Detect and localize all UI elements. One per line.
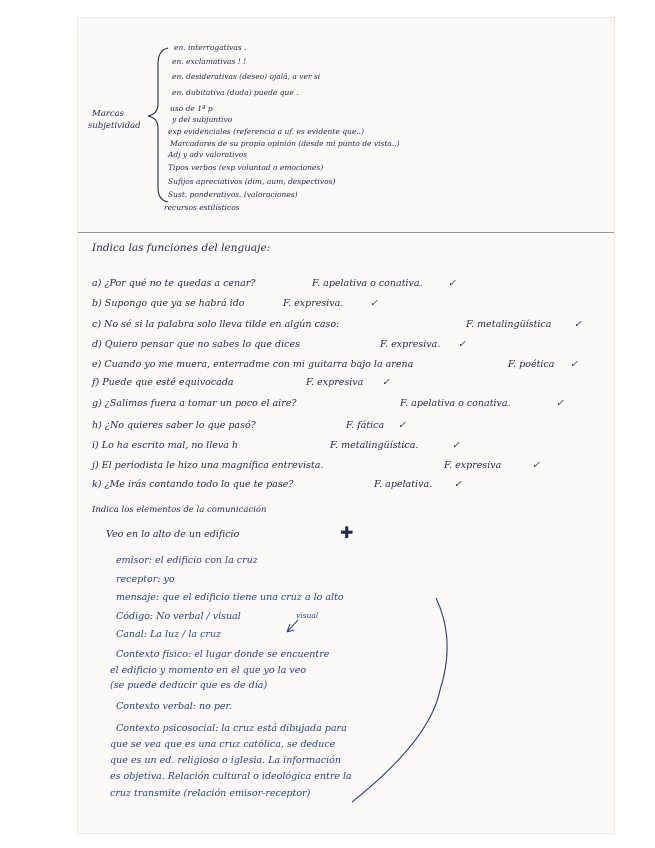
context-fisico-line: Contexto físico: el lugar donde se encuentre bbox=[116, 649, 330, 660]
subjectivity-item: en. exclamativas ! ! bbox=[172, 57, 247, 66]
context-psicosocial-line: cruz transmite (relación emisor-receptor) bbox=[110, 788, 311, 799]
exercise1-sentence: e) Cuando yo me muera, enterradme con mi guitarra bajo la arena bbox=[92, 359, 414, 370]
exercise1-sentence: g) ¿Salimos fuera a tomar un poco el aire? bbox=[92, 398, 297, 409]
check-mark-icon: ✓ bbox=[382, 377, 390, 388]
subjectivity-label-line1: Marcas bbox=[92, 109, 125, 119]
element-codigo: Código: No verbal / visual bbox=[116, 611, 241, 622]
context-fisico-line: (se puede deducir que es de día) bbox=[110, 680, 268, 691]
element-canal: Canal: La luz / la cruz bbox=[116, 629, 222, 640]
exercise1-sentence: k) ¿Me irás contando todo lo que te pase? bbox=[92, 479, 294, 490]
subjectivity-item: Marcadores de su propia opinión (desde mi punto de vista..) bbox=[170, 139, 400, 148]
exercise1-answer: F. fática bbox=[346, 420, 385, 431]
section-divider bbox=[78, 232, 614, 233]
context-psicosocial-line: es objetiva. Relación cultural o ideológica entre la bbox=[110, 771, 352, 782]
check-mark-icon: ✓ bbox=[570, 359, 578, 370]
subjectivity-item: en. interrogativas . bbox=[174, 43, 247, 52]
exercise1-sentence: i) Lo ha escrito mal, no lleva h bbox=[92, 440, 239, 451]
exercise1-answer: F. apelativa o conativa. bbox=[312, 278, 423, 289]
check-mark-icon: ✓ bbox=[448, 278, 456, 289]
exercise1-sentence: a) ¿Por qué no te quedas a cenar? bbox=[92, 278, 256, 289]
exercise1-answer: F. metalingüística. bbox=[330, 440, 419, 451]
exercise1-sentence: f) Puede que esté equivocada bbox=[92, 377, 234, 388]
subjectivity-label-line2: subjetividad bbox=[88, 121, 141, 131]
context-psicosocial-line: que es un ed. religioso o iglesia. La información bbox=[110, 755, 341, 766]
cross-icon: ✚ bbox=[340, 523, 354, 542]
exercise2-sentence: Veo en lo alto de un edificio bbox=[106, 529, 240, 540]
check-mark-icon: ✓ bbox=[556, 398, 564, 409]
check-mark-icon: ✓ bbox=[398, 420, 406, 431]
subjectivity-item: Sust. ponderativos. (valoraciones) bbox=[168, 190, 298, 199]
context-fisico-line: el edificio y momento en el que yo la veo bbox=[110, 665, 307, 676]
exercise1-answer: F. apelativa o conativa. bbox=[400, 398, 511, 409]
exercise1-answer: F. expresiva bbox=[444, 460, 502, 471]
exercise1-sentence: b) Supongo que ya se habrá ido bbox=[92, 298, 245, 309]
exercise1-sentence: j) El periodista le hizo una magnífica entrevista. bbox=[92, 460, 324, 471]
subjectivity-item: exp evidenciales (referencia a uf. es evidente que..) bbox=[168, 127, 364, 136]
check-mark-icon: ✓ bbox=[370, 298, 378, 309]
exercise1-answer: F. expresiva bbox=[306, 377, 364, 388]
check-mark-icon: ✓ bbox=[452, 440, 460, 451]
element-emisor: emisor: el edificio con la cruz bbox=[116, 555, 258, 566]
exercise1-sentence: c) No sé si la palabra solo lleva tilde en algún caso: bbox=[92, 319, 340, 330]
canal-note: visual bbox=[296, 611, 319, 620]
context-psicosocial-line: que se vea que es una cruz católica, se deduce bbox=[110, 739, 336, 750]
exercise1-answer: F. poética bbox=[508, 359, 555, 370]
exercise1-answer: F. apelativa. bbox=[374, 479, 433, 490]
element-receptor: receptor: yo bbox=[116, 574, 175, 585]
subjectivity-item: recursos estilísticos bbox=[164, 203, 240, 212]
exercise1-title: Indica las funciones del lenguaje: bbox=[92, 242, 271, 254]
subjectivity-item: y del subjuntivo bbox=[172, 115, 233, 124]
element-mensaje: mensaje: que el edificio tiene una cruz a lo alto bbox=[116, 592, 344, 603]
context-psicosocial-line: Contexto psicosocial: la cruz está dibujada para bbox=[116, 723, 347, 734]
subjectivity-item: Tipos verbos (exp voluntad o emociones) bbox=[168, 163, 324, 172]
exercise1-sentence: d) Quiero pensar que no sabes lo que dices bbox=[92, 339, 300, 350]
check-mark-icon: ✓ bbox=[532, 460, 540, 471]
subjectivity-item: en. desiderativas (deseo) ojalá, a ver si bbox=[172, 72, 321, 81]
exercise1-sentence: h) ¿No quieres saber lo que pasó? bbox=[92, 420, 256, 431]
exercise1-answer: F. expresiva. bbox=[380, 339, 441, 350]
subjectivity-item: Adj y adv valorativos bbox=[168, 150, 248, 159]
subjectivity-item: uso de 1ª p bbox=[170, 104, 213, 113]
check-mark-icon: ✓ bbox=[454, 479, 462, 490]
check-mark-icon: ✓ bbox=[458, 339, 466, 350]
exercise1-answer: F. metalingüística bbox=[466, 319, 552, 330]
context-verbal: Contexto verbal: no per. bbox=[116, 701, 233, 712]
exercise2-title: Indica los elementos de la comunicación bbox=[92, 505, 267, 515]
subjectivity-item: Sufijos apreciativos (dim, aum, despectivos) bbox=[168, 177, 336, 186]
exercise1-answer: F. expresiva. bbox=[283, 298, 344, 309]
check-mark-icon: ✓ bbox=[574, 319, 582, 330]
subjectivity-item: en. dubitativa (duda) puede que . bbox=[172, 88, 299, 97]
